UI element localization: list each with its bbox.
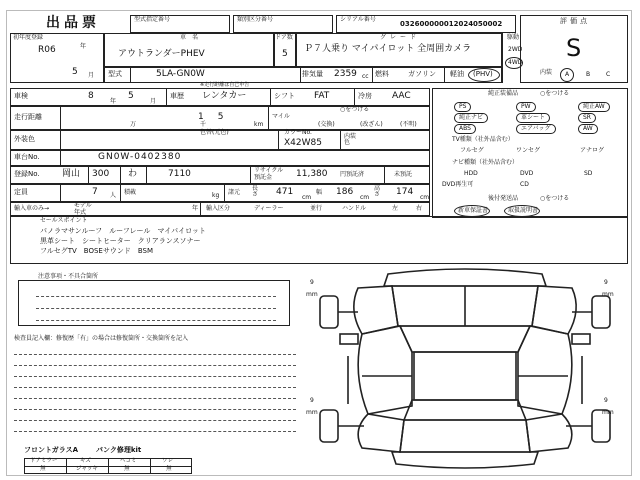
length-unit: cm — [302, 194, 312, 201]
sales-line-1: パノラマサンルーフ ルーフレール マイパイロット — [40, 227, 206, 235]
inspector-line — [14, 365, 296, 366]
handle-right: 右 — [416, 205, 423, 212]
legend-h3: ヘコミ — [120, 458, 137, 464]
tv-fullseg: フルセグ — [460, 147, 484, 154]
tread-fr-unit: mm — [602, 291, 614, 298]
owner-manual: 取扱説明書 — [508, 207, 539, 214]
equipment-item: PW — [516, 102, 536, 112]
meter-unknown: (不明) — [400, 121, 417, 128]
car-name-label: 車名 — [180, 34, 205, 41]
ac-value: AAC — [392, 91, 411, 101]
equipment-item: ABS — [454, 124, 476, 134]
inspector-line — [14, 409, 296, 410]
doors-label: ドア数 — [275, 34, 293, 41]
legend-v1: 無 — [40, 466, 46, 472]
load-label: 積載 — [124, 189, 137, 196]
chassis-row — [10, 150, 430, 166]
grade-value: Ｐ７人乗り マイパイロット 全周囲カメラ — [304, 44, 472, 54]
sales-line-3: フルセグTV BOSEサウンド BSM — [40, 247, 154, 255]
width-value: 186 — [336, 187, 354, 197]
sales-points-label: セールスポイント — [40, 217, 88, 224]
color-no-label: カラーNo. — [284, 129, 312, 136]
grade-label: グレード — [380, 34, 421, 41]
equipment-item: AW — [578, 124, 598, 134]
equipment-item: 純正ナビ — [454, 113, 488, 123]
legend-h4: ワレ — [162, 458, 174, 464]
serial-value: 032600000012024050002 — [400, 20, 503, 28]
legend-v3: 無 — [124, 466, 130, 472]
capacity-unit: 人 — [110, 192, 117, 199]
meter-tamper: (改ざん) — [360, 121, 383, 128]
legend-v2: ジャッキ — [76, 466, 98, 472]
capacity-value: 7 — [92, 187, 98, 197]
model-label: 型式 — [108, 70, 122, 78]
inspector-label: 検査員記入欄：修復歴「有」の場合は修復箇所・交換箇所を記入 — [14, 335, 189, 342]
inspection-year-unit: 年 — [110, 98, 117, 105]
tread-rr-unit: mm — [602, 409, 614, 416]
plate-number: 7110 — [168, 169, 191, 179]
equipment-item: 純正AW — [578, 102, 610, 112]
navi-hdd: HDD — [464, 170, 478, 177]
navi-label: ナビ種類（社外品含む） — [452, 159, 519, 166]
tread-rr-value: 9 — [604, 397, 608, 404]
import-dealer: ディーラー — [254, 205, 284, 212]
length-value: 471 — [276, 187, 294, 197]
reg-month-unit: 月 — [88, 72, 95, 79]
legend-h2: キズ — [80, 458, 91, 464]
height-label: 高さ — [374, 185, 381, 198]
cc-unit: cc — [362, 73, 369, 80]
inspector-line — [14, 354, 296, 355]
rating-label: 評価点 — [560, 17, 590, 25]
tread-fl-value: 9 — [310, 279, 314, 286]
equipment-grid — [436, 100, 626, 134]
length-label: 長さ — [252, 185, 259, 198]
interior-b: B — [586, 71, 591, 78]
mileage-man: 万 — [130, 121, 137, 128]
legend-h1: ドアミラー — [30, 458, 58, 464]
drive-4wd: 4WD — [508, 59, 523, 66]
tread-rl-value: 9 — [310, 397, 314, 404]
registration-month: 5 — [72, 67, 78, 77]
handle-label: ハンドル — [342, 205, 367, 212]
recycle-note: 円預託済 — [340, 171, 365, 178]
plate-region: 岡山 — [62, 169, 81, 179]
interior-grade-label: 内装 — [540, 69, 553, 76]
equipment-item: PS — [454, 102, 471, 112]
dims-label: 諸元 — [228, 189, 241, 196]
handle-left: 左 — [392, 205, 399, 212]
fuel-value: ガソリン — [408, 70, 436, 78]
rear-label: 後付発送品 — [488, 195, 519, 202]
height-unit: cm — [420, 194, 430, 201]
navi-sd: SD — [584, 170, 593, 177]
capacity-label: 定員 — [14, 188, 28, 196]
drive-label: 駆動 — [507, 34, 520, 41]
mileage-sen: 千 — [200, 121, 207, 128]
inspector-line — [14, 420, 296, 421]
equipment-item: SR — [578, 113, 596, 123]
mileage-note: ※走行距離は自己申告 — [200, 82, 250, 88]
chassis-label: 車台No. — [14, 153, 40, 161]
interior-c: C — [606, 71, 611, 78]
equipment-item: 革シート — [516, 113, 550, 123]
fuel-label: 燃料 — [375, 70, 389, 78]
cd-label: CD — [520, 181, 529, 188]
mileage-unit: km — [254, 121, 264, 128]
plate-label: 登録No. — [14, 170, 40, 178]
windshield-note: フロントガラスA — [24, 446, 78, 454]
shift-label: シフト — [274, 92, 295, 100]
car-name-value: アウトランダーPHEV — [118, 49, 205, 59]
drive-2wd: 2WD — [508, 46, 523, 53]
recycle-value: 11,380 — [296, 169, 328, 179]
height-value: 174 — [396, 187, 414, 197]
reg-year-unit: 年 — [80, 43, 87, 50]
tv-oneseg: ワンセグ — [516, 147, 541, 154]
registration-era-year: R06 — [38, 45, 56, 55]
mileage-value: 15 — [198, 112, 238, 122]
chassis-value: GN0W-0402380 — [98, 152, 182, 162]
tread-rl-unit: mm — [306, 409, 318, 416]
diesel-label: 軽油 — [450, 70, 464, 78]
registration-label: 初年度登録 — [13, 34, 44, 41]
mileage-label: 走行距離 — [14, 113, 42, 121]
equipment-item: エアバッグ — [516, 124, 556, 134]
rear-note: ○をつける — [540, 195, 570, 202]
mileage-circle-note: ○をつける — [340, 106, 370, 113]
import-year-unit: 年 — [192, 205, 199, 212]
inspection-month-unit: 月 — [150, 98, 157, 105]
color-no-value: X42W85 — [284, 138, 322, 148]
import-parallel: 並行 — [310, 205, 323, 212]
shift-value: FAT — [314, 91, 330, 101]
sales-line-2: 黒革シート シートヒーター クリアランスソナー — [40, 237, 201, 245]
inspection-year: 8 — [88, 91, 94, 101]
import-type-label: 輸入区分 — [206, 205, 231, 212]
legend-v4: 無 — [166, 466, 172, 472]
inspector-line — [14, 398, 296, 399]
cc-label: 排気量 — [302, 70, 323, 78]
serial-label: シリアル番号 — [340, 16, 376, 23]
inspection-month: 5 — [128, 91, 134, 101]
tread-fr-value: 9 — [604, 279, 608, 286]
plate-class: 300 — [92, 169, 110, 179]
inspector-line — [14, 387, 296, 388]
sheet-title: 出品票 — [46, 15, 100, 31]
width-label: 幅 — [316, 189, 323, 196]
tread-fl-unit: mm — [306, 291, 318, 298]
interior-a: A — [565, 71, 570, 78]
import-model-year: モデル年式 — [74, 202, 92, 216]
rating-value: S — [566, 34, 582, 62]
tv-label: TV種類（社外品含む） — [452, 136, 514, 143]
equipment-note: ○をつける — [540, 90, 570, 97]
ac-label: 冷房 — [358, 92, 372, 100]
original-color-label: 色替(元色) — [200, 129, 229, 136]
doors-value: 5 — [282, 49, 288, 59]
tv-analog: アナログ — [580, 147, 605, 154]
puncture-kit-note: パンク修理kit — [96, 446, 142, 454]
car-body-diagram — [296, 264, 634, 476]
meter-swap: (交換) — [318, 121, 335, 128]
inspection-label: 車検 — [14, 92, 28, 100]
history-value: レンタカー — [202, 91, 247, 101]
exterior-color-label: 外装色 — [14, 135, 35, 143]
load-unit: kg — [212, 192, 220, 199]
type-approval-label: 型式指定番号 — [134, 16, 171, 23]
inspector-line — [14, 376, 296, 377]
dvd-label: DVD再生可 — [442, 181, 474, 188]
cc-value: 2359 — [334, 69, 357, 79]
model-value: 5LA-GN0W — [156, 69, 205, 79]
warranty-book: 新車保証書 — [458, 207, 489, 214]
equipment-title: 純正装備品 — [488, 90, 519, 97]
interior-color-label: 内装色 — [344, 133, 357, 146]
import-label: 輸入車のみ→ — [14, 205, 50, 212]
width-unit: cm — [360, 194, 370, 201]
miles-label: マイル — [272, 113, 290, 120]
defects-label: 注意事項・不具合箇所 — [38, 273, 99, 280]
category-label: 類別区分番号 — [237, 16, 274, 23]
history-label: 車歴 — [170, 92, 184, 100]
recycle-unpaid: 未預託 — [394, 171, 413, 178]
phv-value: (PHV) — [473, 70, 493, 78]
inspector-line — [14, 431, 296, 432]
navi-dvd: DVD — [520, 170, 534, 177]
recycle-label: リサイクル預託金 — [254, 167, 284, 181]
plate-kana: わ — [128, 169, 138, 179]
